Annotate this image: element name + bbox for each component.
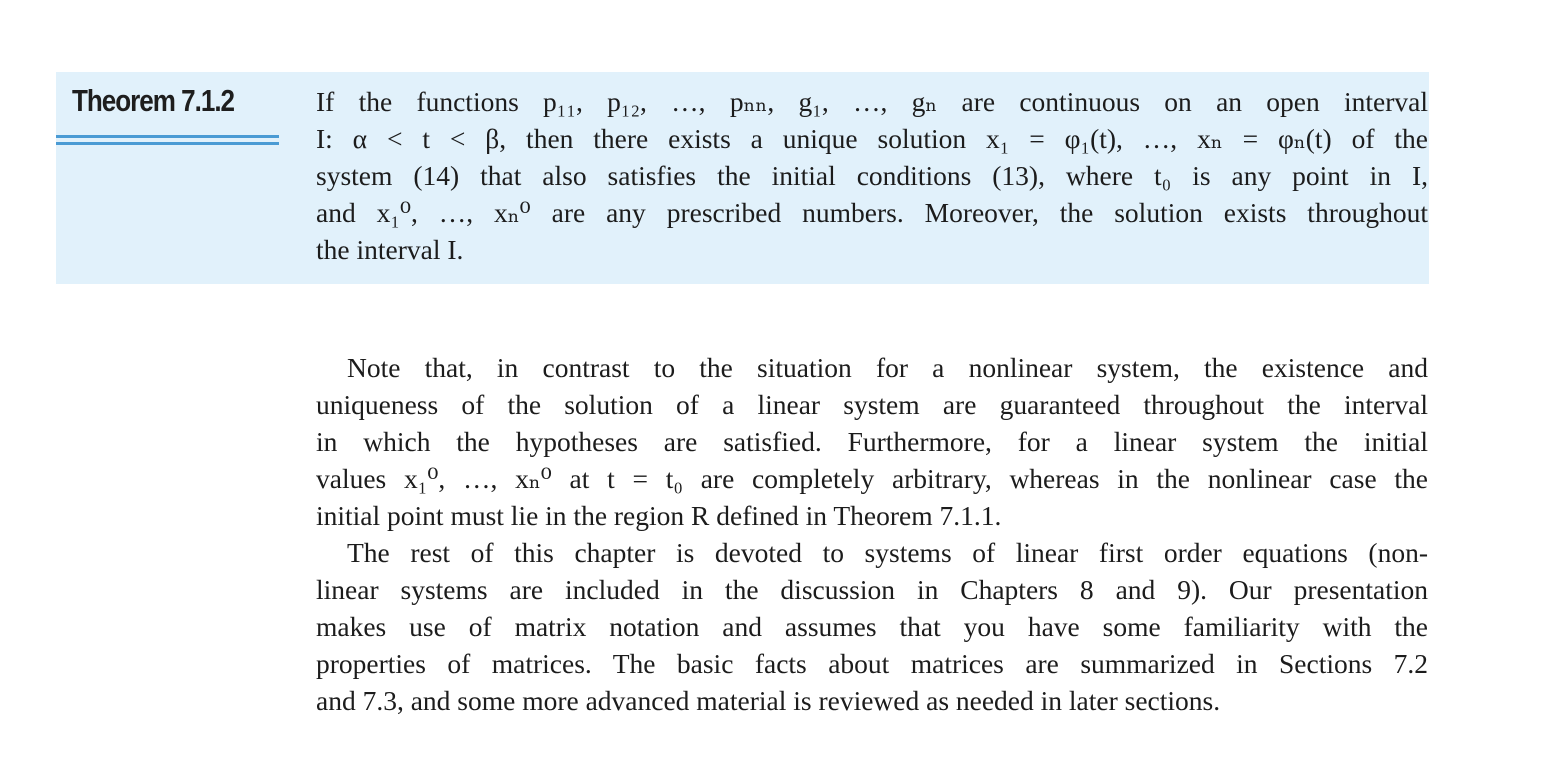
paragraph-line: linear systems are included in the discussion in Chapters 8 and 9). Our presentation — [316, 574, 1428, 605]
paragraph-line: initial point must lie in the region R defined in Theorem 7.1.1. — [316, 500, 1002, 531]
theorem-line: and x₁⁰, …, xₙ⁰ are any prescribed numbers. Moreover, the solution exists throughout — [316, 197, 1428, 228]
paragraph-line: Note that, in contrast to the situation for a nonlinear system, the existence and — [347, 352, 1428, 383]
paragraph-line: values x₁⁰, …, xₙ⁰ at t = t₀ are completely arbitrary, whereas in the nonlinear case the — [316, 463, 1428, 494]
paragraph-line: uniqueness of the solution of a linear system are guaranteed throughout the interval — [316, 389, 1428, 420]
paragraph-line: and 7.3, and some more advanced material is reviewed as needed in later sections. — [316, 685, 1221, 716]
theorem-label: Theorem 7.1.2 — [72, 83, 235, 118]
theorem-line: If the functions p₁₁, p₁₂, …, pₙₙ, g₁, …, gₙ are continuous on an open interval — [316, 86, 1428, 117]
theorem-statement — [316, 83, 1428, 268]
theorem-line: I: α < t < β, then there exists a unique solution x₁ = φ₁(t), …, xₙ = φₙ(t) of the — [316, 123, 1428, 154]
body-text — [316, 349, 1428, 719]
paragraph-line: makes use of matrix notation and assumes that you have some familiarity with the — [316, 611, 1428, 642]
theorem-underline — [56, 135, 279, 138]
theorem-line: the interval I. — [316, 234, 464, 265]
theorem-line: system (14) that also satisfies the initial conditions (13), where t₀ is any point in I, — [316, 160, 1428, 191]
paragraph-line: in which the hypotheses are satisfied. Furthermore, for a linear system the initial — [316, 426, 1428, 457]
paragraph-line: The rest of this chapter is devoted to systems of linear first order equations (non- — [347, 537, 1428, 568]
paragraph-line: properties of matrices. The basic facts about matrices are summarized in Sections 7.2 — [316, 648, 1428, 679]
